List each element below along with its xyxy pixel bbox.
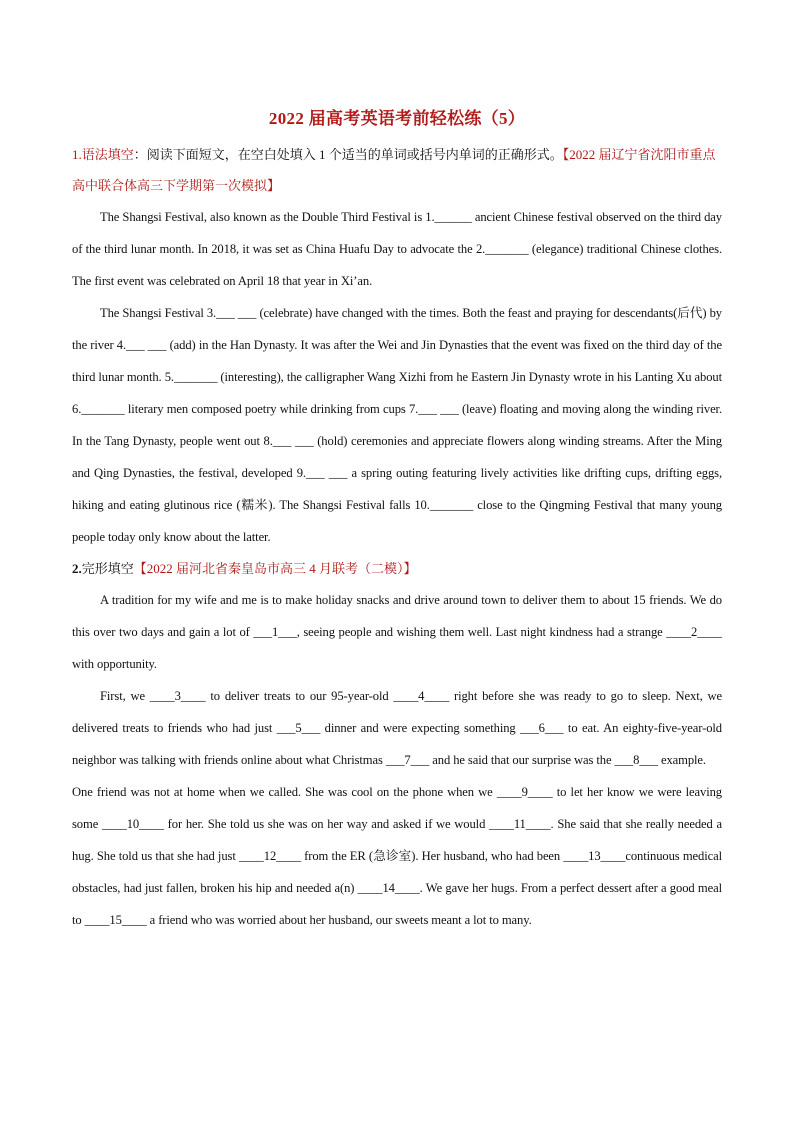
section1-label: 语法填空 <box>81 147 134 162</box>
section1-number: 1. <box>72 147 82 162</box>
section2-paragraph-2: First, we ____3____ to deliver treats to our 95-year-old ____4____ right before she was ready to go to sleep. Next, we delivered treats to friends who had just ___5___ dinner and were expecting something ___6___ to eat. An eighty-five-year-old neighbor was talking with friends online about what Christmas ___7___ and he said that our surprise was the ___8___ example. <box>72 689 722 767</box>
section1-source: 【2022 届辽宁省沈阳市重点高中联合体高三下学期第一次模拟】 <box>72 147 716 193</box>
section2-number: 2. <box>72 561 82 576</box>
section2-label: 完形填空 <box>81 561 134 576</box>
section1-paragraph-2: The Shangsi Festival 3.___ ___ (celebrate) have changed with the times. Both the feast and praying for descendants(后代) by the river 4.___ ___ (add) in the Han Dynasty. It was after the Wei and Jin Dynasties that the event was fixed on the third day of the third lunar month. 5._______ (interesting), the calligrapher Wang Xizhi from he Eastern Jin Dynasty wrote in his Lanting Xu about 6._______ literary men composed poetry while drinking from cups 7.___ ___ (leave) floating and moving along the winding river. In the Tang Dynasty, people went out 8.___ ___ (hold) ceremonies and appreciate flowers along winding streams. After the Ming and Qing Dynasties, the festival, developed 9.___ ___ a spring outing featuring lively activities like drifting cups, drifting eggs, hiking and eating glutinous rice (糯米). The Shangsi Festival falls 10._______ close to the Qingming Festival that many young people today only know about the latter. <box>72 306 722 544</box>
section2-source: 【2022 届河北省秦皇岛市高三 4 月联考（二模）】 <box>133 561 417 576</box>
section1-header <box>72 139 722 201</box>
section1-instruction: ：阅读下面短文，在空白处填入 1 个适当的单词或括号内单词的正确形式。 <box>133 147 563 162</box>
page-title: 2022 届高考英语考前轻松练（5） <box>268 109 526 128</box>
document-page <box>72 104 722 936</box>
section2-paragraph-3: One friend was not at home when we called. She was cool on the phone when we ____9____ to let her know we were leaving some ____10____ for her. She told us she was on her way and asked if we would ____11____. She said that she really needed a hug. She told us that she had just ____12____ from the ER (急诊室). Her husband, who had been ____13____continuous medical obstacles, had just fallen, broken his hip and needed a(n) ____14____. We gave her hugs. From a perfect dessert after a good meal to ____15____ a friend who was worried about her husband, our sweets meant a lot to many. <box>72 785 722 927</box>
section2-header <box>72 553 722 584</box>
section1-paragraph-1: The Shangsi Festival, also known as the Double Third Festival is 1.______ ancient Chinese festival observed on the third day of the third lunar month. In 2018, it was set as China Huafu Day to advocate the 2._______ (elegance) traditional Chinese clothes. The first event was celebrated on April 18 that year in Xi’an. <box>72 210 722 288</box>
section2-paragraph-1: A tradition for my wife and me is to make holiday snacks and drive around town to deliver them to about 15 friends. We do this over two days and gain a lot of ___1___, seeing people and wishing them well. Last night kindness had a strange ____2____ with opportunity. <box>72 593 722 671</box>
